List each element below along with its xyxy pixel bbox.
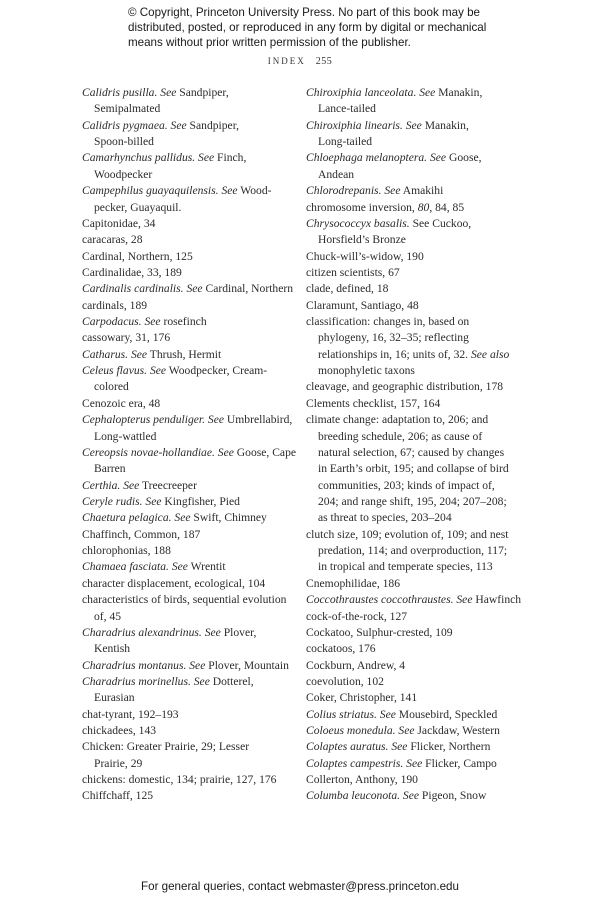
index-entry xyxy=(306,216,530,232)
entry-text: Goose, Cape xyxy=(233,445,297,459)
index-entry xyxy=(82,118,306,134)
index-entry xyxy=(306,200,530,216)
entry-text: Jackdaw, Western xyxy=(414,724,500,738)
entry-text: Sandpiper, xyxy=(186,118,239,132)
index-entry xyxy=(82,150,306,166)
entry-text: Cenozoic era, 48 xyxy=(82,396,161,410)
index-entry xyxy=(306,772,530,788)
index-entry xyxy=(306,379,530,395)
entry-text: Amakihi xyxy=(400,184,444,198)
entry-text: characteristics of birds, sequential evolution xyxy=(82,593,287,607)
entry-italic-text: Chamaea fasciata. See xyxy=(82,560,188,574)
running-head xyxy=(0,56,600,67)
index-entry xyxy=(306,396,530,412)
index-entry xyxy=(82,445,306,461)
index-entry xyxy=(306,690,530,706)
index-entry xyxy=(82,739,306,755)
entry-italic-text: Chloephaga melanoptera. See xyxy=(306,151,447,165)
index-entry xyxy=(82,298,306,314)
entry-text: Kingfisher, Pied xyxy=(161,494,240,508)
entry-italic-text: Chiroxiphia lanceolata. See xyxy=(306,86,436,99)
index-entry-continuation xyxy=(306,347,530,363)
entry-text: Coker, Christopher, 141 xyxy=(306,691,418,705)
index-entry xyxy=(82,772,306,788)
copyright-line: distributed, posted, or reproduced in any form by digital or mechanical xyxy=(128,21,487,34)
entry-italic-text: Cereopsis novae-hollandiae. See xyxy=(82,445,234,459)
index-entry xyxy=(306,641,530,657)
copyright-line: © Copyright, Princeton University Press. No part of this book may be xyxy=(128,6,480,19)
index-entry xyxy=(82,347,306,363)
index-entry xyxy=(82,265,306,281)
index-entry xyxy=(82,543,306,559)
entry-text: caracaras, 28 xyxy=(82,233,143,247)
entry-text: predation, 114; and overproduction, 117; xyxy=(318,544,508,558)
entry-italic-text: Columba leuconota. See xyxy=(306,789,420,803)
entry-italic-text: Ceryle rudis. See xyxy=(82,494,162,508)
index-entry xyxy=(82,788,306,804)
entry-italic-text: Colaptes auratus. See xyxy=(306,740,408,754)
entry-text: clade, defined, 18 xyxy=(306,282,389,296)
index-entry-continuation xyxy=(306,478,530,494)
index-entry-continuation xyxy=(82,461,306,477)
entry-text: Sandpiper, xyxy=(176,86,229,99)
index-entry xyxy=(306,85,530,101)
index-entry xyxy=(82,249,306,265)
index-entry-continuation xyxy=(306,494,530,510)
entry-text: Goose, xyxy=(446,151,482,165)
index-entry xyxy=(82,723,306,739)
index-entry-continuation xyxy=(82,756,306,772)
entry-text: Cardinal, Northern xyxy=(202,282,294,296)
index-entry-continuation xyxy=(306,559,530,575)
entry-text: natural selection, 67; caused by changes xyxy=(318,445,505,459)
entry-text: Woodpecker xyxy=(94,167,153,181)
entry-text: Cockatoo, Sulphur-crested, 109 xyxy=(306,625,453,639)
index-entry xyxy=(306,707,530,723)
entry-text: Cardinalidae, 33, 189 xyxy=(82,265,182,279)
entry-text: of, 45 xyxy=(94,609,122,623)
entry-text: Cardinal, Northern, 125 xyxy=(82,249,193,263)
entry-text: Kentish xyxy=(94,642,131,656)
index-entry xyxy=(306,658,530,674)
entry-text: Woodpecker, Cream- xyxy=(166,364,268,378)
entry-text: Clements checklist, 157, 164 xyxy=(306,396,441,410)
index-entry-continuation xyxy=(306,510,530,526)
entry-text: Chicken: Greater Prairie, 29; Lesser xyxy=(82,740,250,754)
index-entry xyxy=(306,249,530,265)
index-entry xyxy=(306,118,530,134)
index-entry-continuation xyxy=(82,429,306,445)
index-entry-continuation xyxy=(306,167,530,183)
entry-text: Cnemophilidae, 186 xyxy=(306,576,401,590)
index-entry xyxy=(306,592,530,608)
entry-text: Pigeon, Snow xyxy=(419,789,487,803)
index-entry xyxy=(306,609,530,625)
index-entry xyxy=(306,576,530,592)
section-title: INDEX xyxy=(267,56,306,66)
entry-italic-text: Calidris pygmaea. See xyxy=(82,118,187,132)
entry-text: citizen scientists, 67 xyxy=(306,265,400,279)
index-entry xyxy=(82,576,306,592)
entry-text: 204; and range shift, 195, 204; 207–208; xyxy=(318,494,507,508)
index-entry xyxy=(82,363,306,379)
entry-text: in Earth’s orbit, 195; and collapse of bird xyxy=(318,462,509,476)
entry-text: communities, 203; kinds of impact of, xyxy=(318,478,495,492)
index-entry xyxy=(82,478,306,494)
entry-text: Horsfield’s Bronze xyxy=(318,233,406,247)
entry-italic-text: Calidris pusilla. See xyxy=(82,86,177,99)
index-entry xyxy=(82,625,306,641)
entry-text: Manakin, xyxy=(421,118,469,132)
entry-text: phylogeny, 16, 32–35; reflecting xyxy=(318,331,469,345)
entry-text: cardinals, 189 xyxy=(82,298,148,312)
entry-text: colored xyxy=(94,380,129,394)
entry-italic-text: Colaptes campestris. See xyxy=(306,756,423,770)
index-entry xyxy=(82,85,306,101)
entry-text: pecker, Guayaquil. xyxy=(94,200,182,214)
index-entry xyxy=(82,330,306,346)
index-entry-continuation xyxy=(82,200,306,216)
footer-contact: For general queries, contact webmaster@press.princeton.edu xyxy=(141,880,459,893)
entry-text: Claramunt, Santiago, 48 xyxy=(306,298,419,312)
entry-text: Chiffchaff, 125 xyxy=(82,789,154,803)
entry-text: Mousebird, Speckled xyxy=(395,707,498,721)
index-entry xyxy=(306,265,530,281)
entry-text: chlorophonias, 188 xyxy=(82,544,171,558)
entry-text: Hawfinch xyxy=(472,593,522,607)
entry-text: cleavage, and geographic distribution, 178 xyxy=(306,380,504,394)
entry-text: cock-of-the-rock, 127 xyxy=(306,609,408,623)
index-entry xyxy=(306,756,530,772)
index-entry xyxy=(82,559,306,575)
entry-text: Manakin, xyxy=(435,86,483,99)
entry-italic-text: Cephalopterus penduliger. See xyxy=(82,413,225,427)
entry-text: Long-tailed xyxy=(318,135,373,149)
index-entry xyxy=(82,674,306,690)
index-entry-continuation xyxy=(306,134,530,150)
index-entry xyxy=(306,625,530,641)
index-entry xyxy=(82,281,306,297)
entry-italic-text: 80 xyxy=(417,200,430,214)
entry-text: Andean xyxy=(318,167,355,181)
entry-text: clutch size, 109; evolution of, 109; and nest xyxy=(306,527,509,541)
index-entry xyxy=(82,707,306,723)
entry-italic-text: Chaetura pelagica. See xyxy=(82,511,191,525)
entry-text: cockatoos, 176 xyxy=(306,642,376,656)
entry-text: classification: changes in, based on xyxy=(306,315,470,329)
entry-text: Eurasian xyxy=(94,691,135,705)
copyright-notice xyxy=(128,5,488,50)
entry-text: Semipalmated xyxy=(94,102,161,116)
index-entry-continuation xyxy=(82,690,306,706)
index-entry xyxy=(306,788,530,804)
index-entry-continuation xyxy=(306,101,530,117)
index-entry xyxy=(306,281,530,297)
entry-text: Wood- xyxy=(237,184,272,198)
entry-text: Chuck-will’s-widow, 190 xyxy=(306,249,424,263)
index-column-right xyxy=(306,85,530,805)
entry-italic-text: Cardinalis cardinalis. See xyxy=(82,282,203,296)
entry-text: cassowary, 31, 176 xyxy=(82,331,171,345)
entry-text: See Cuckoo, xyxy=(409,216,472,230)
index-entry xyxy=(306,183,530,199)
index-entry-continuation xyxy=(306,232,530,248)
index-entry xyxy=(82,232,306,248)
index-entry-continuation xyxy=(306,330,530,346)
entry-text: climate change: adaptation to, 206; and xyxy=(306,413,489,427)
entry-text: chickens: domestic, 134; prairie, 127, 176 xyxy=(82,773,277,787)
entry-italic-text: Certhia. See xyxy=(82,478,140,492)
entry-italic-text: Chrysococcyx basalis. xyxy=(306,216,410,230)
index-entry xyxy=(82,412,306,428)
index-entry-continuation xyxy=(306,543,530,559)
entry-text: , 84, 85 xyxy=(429,200,465,214)
index-entry xyxy=(306,150,530,166)
entry-text: Plover, xyxy=(220,625,257,639)
index-entry xyxy=(82,216,306,232)
index-entry xyxy=(82,527,306,543)
entry-text: Flicker, Northern xyxy=(407,740,491,754)
entry-text: Dotterel, xyxy=(209,674,254,688)
entry-italic-text: Charadrius alexandrinus. See xyxy=(82,625,221,639)
entry-text: Swift, Chimney xyxy=(190,511,267,525)
index-entry xyxy=(306,314,530,330)
entry-text: chat-tyrant, 192–193 xyxy=(82,707,179,721)
page-number: 255 xyxy=(315,56,333,67)
entry-text: Plover, Mountain xyxy=(205,658,289,672)
entry-text: breeding schedule, 206; as cause of xyxy=(318,429,483,443)
entry-italic-text: Charadrius morinellus. See xyxy=(82,674,210,688)
entry-text: Treecreeper xyxy=(139,478,197,492)
index-entry-continuation xyxy=(306,445,530,461)
entry-text: Barren xyxy=(94,462,126,476)
entry-text: Thrush, Hermit xyxy=(147,347,222,361)
index-entry xyxy=(82,314,306,330)
copyright-line: means without prior written permission of the publisher. xyxy=(128,36,411,49)
entry-text: Wrentit xyxy=(187,560,226,574)
entry-italic-text: Camarhynchus pallidus. See xyxy=(82,151,215,165)
entry-italic-text: Chlorodrepanis. See xyxy=(306,184,401,198)
index-entry xyxy=(82,592,306,608)
entry-text: Finch, xyxy=(214,151,247,165)
entry-text: Spoon-billed xyxy=(94,135,154,149)
entry-text: Cockburn, Andrew, 4 xyxy=(306,658,406,672)
index-entry-continuation xyxy=(82,641,306,657)
index-entry-continuation xyxy=(306,363,530,379)
index-entry-continuation xyxy=(82,101,306,117)
index-entry xyxy=(306,298,530,314)
index-column-left xyxy=(82,85,306,805)
index-entry xyxy=(306,527,530,543)
entry-italic-text: Coccothraustes coccothraustes. See xyxy=(306,593,473,607)
index-entry-continuation xyxy=(306,461,530,477)
index-entry-continuation xyxy=(82,609,306,625)
entry-text: Umbrellabird, xyxy=(224,413,293,427)
entry-text: Lance-tailed xyxy=(318,102,376,116)
entry-italic-text: Charadrius montanus. See xyxy=(82,658,206,672)
entry-italic-text: See also xyxy=(470,347,510,361)
index-entry xyxy=(82,183,306,199)
entry-text: in tropical and temperate species, 113 xyxy=(318,560,493,574)
entry-text: chickadees, 143 xyxy=(82,724,157,738)
index-entry-continuation xyxy=(82,134,306,150)
entry-text: Collerton, Anthony, 190 xyxy=(306,773,418,787)
entry-text: monophyletic taxons xyxy=(318,364,415,378)
index-entry xyxy=(306,739,530,755)
entry-italic-text: Chiroxiphia linearis. See xyxy=(306,118,422,132)
entry-text: Flicker, Campo xyxy=(422,756,497,770)
entry-text: as threat to species, 203–204 xyxy=(318,511,452,525)
entry-text: coevolution, 102 xyxy=(306,674,384,688)
index-entry xyxy=(82,510,306,526)
entry-text: Capitonidae, 34 xyxy=(82,216,156,230)
entry-italic-text: Celeus flavus. See xyxy=(82,364,167,378)
entry-italic-text: Campephilus guayaquilensis. See xyxy=(82,184,238,198)
entry-italic-text: Coloeus monedula. See xyxy=(306,724,415,738)
entry-text: rosefinch xyxy=(160,315,207,329)
index-entry-continuation xyxy=(82,167,306,183)
index-entry xyxy=(82,396,306,412)
index-entry xyxy=(306,674,530,690)
entry-text: character displacement, ecological, 104 xyxy=(82,576,266,590)
entry-italic-text: Colius striatus. See xyxy=(306,707,396,721)
entry-italic-text: Carpodacus. See xyxy=(82,315,161,329)
index-entry-continuation xyxy=(306,429,530,445)
entry-text: Long-wattled xyxy=(94,429,157,443)
entry-italic-text: Catharus. See xyxy=(82,347,148,361)
index-entry xyxy=(82,494,306,510)
entry-text: Chaffinch, Common, 187 xyxy=(82,527,201,541)
index-entry xyxy=(306,723,530,739)
entry-text: relationships in, 16; units of, 32. xyxy=(318,347,471,361)
entry-text: Prairie, 29 xyxy=(94,756,143,770)
entry-text: chromosome inversion, xyxy=(306,200,418,214)
index-entry xyxy=(82,658,306,674)
index-entry xyxy=(306,412,530,428)
index-entry-continuation xyxy=(82,379,306,395)
